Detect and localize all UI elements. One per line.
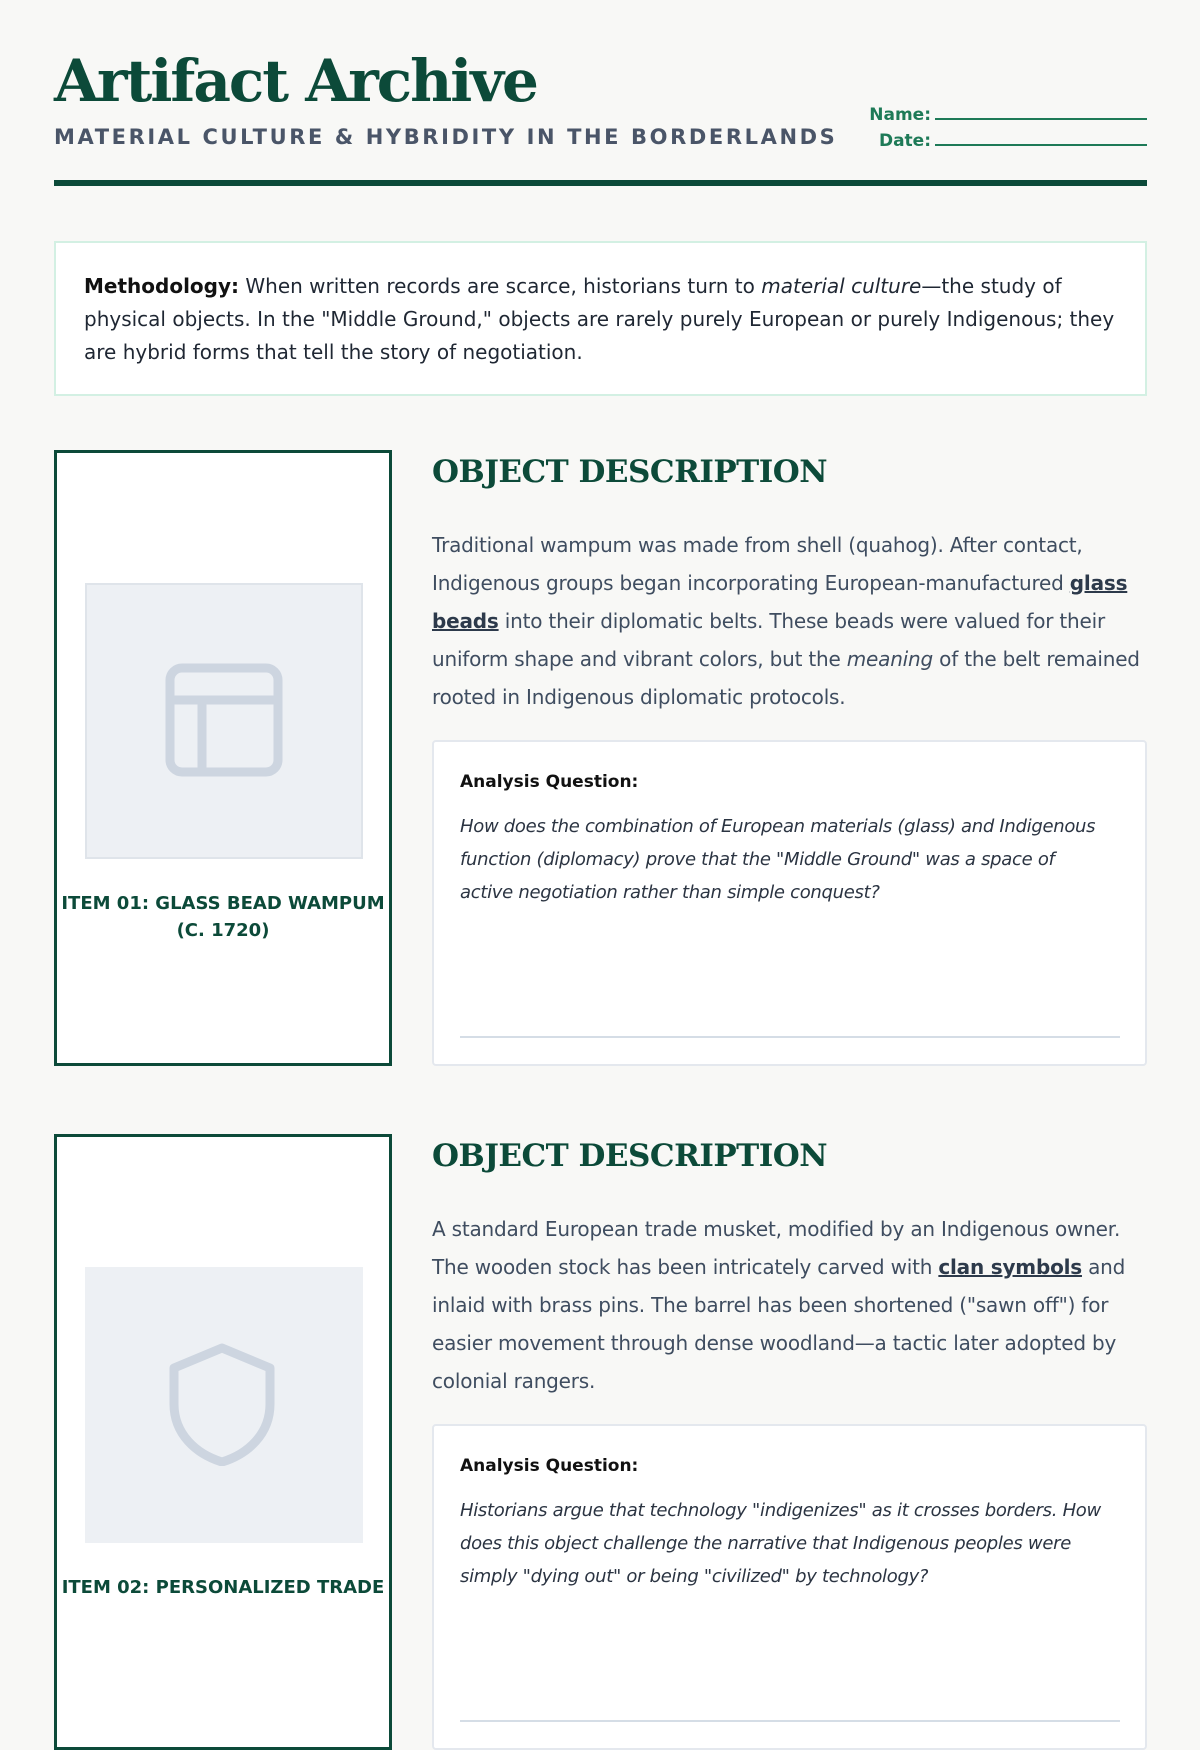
layout-icon — [162, 660, 286, 784]
analysis-question-text: How does the combination of European materials (glass) and Indigenous function (diplomacy) prove that the "Middle Ground" was a space of active negotiation rather than simple conquest? — [460, 816, 1096, 903]
object-description — [432, 526, 1147, 716]
page-title: Artifact Archive — [54, 47, 537, 115]
artifact-card — [54, 450, 392, 1066]
answer-line[interactable] — [460, 1720, 1120, 1722]
description-text: and inlaid with brass pins. The barrel has been shortened ("sawn off") for easier movement through dense woodland—a tactic later adopted by colonial rangers. — [432, 1255, 1126, 1393]
shield-icon — [160, 1342, 284, 1466]
header — [54, 0, 1147, 190]
description-emphasis: meaning — [846, 647, 934, 671]
description-text: into their diplomatic belts. These beads were valued for their uniform shape and vibrant colors, but the — [432, 609, 1106, 671]
artifact-image-placeholder — [85, 583, 363, 859]
date-label: Date: — [878, 131, 931, 151]
analysis-question-box — [432, 1424, 1147, 1750]
methodology-text-2: —the study of physical objects. In the "Middle Ground," objects are rarely purely European or purely Indigenous; they are hybrid forms that tell the story of negotiation. — [84, 274, 1115, 364]
methodology-emphasis: material culture — [761, 274, 922, 298]
item-label: ITEM 01: GLASS BEAD WAMPUM (C. 1720) — [61, 893, 385, 941]
student-info — [869, 102, 1147, 154]
name-row — [869, 102, 1147, 128]
description-text: of the belt remained rooted in Indigenous diplomatic protocols. — [432, 647, 1140, 709]
worksheet-page — [54, 0, 1147, 1598]
methodology-box — [54, 241, 1147, 396]
object-description-heading: OBJECT DESCRIPTION — [432, 1138, 828, 1174]
glass-beads-link[interactable]: glass beads — [432, 571, 1128, 633]
description-text: A standard European trade musket, modified by an Indigenous owner. The wooden stock has been intricately carved with — [432, 1217, 1121, 1279]
date-row — [869, 128, 1147, 154]
date-field[interactable] — [935, 128, 1147, 146]
description-text: Traditional wampum was made from shell (quahog). After contact, Indigenous groups began incorporating European-manufactured — [432, 533, 1083, 595]
name-field[interactable] — [935, 102, 1147, 120]
analysis-question-label: Analysis Question: — [460, 1456, 639, 1476]
header-divider — [54, 180, 1147, 186]
methodology-label: Methodology: — [84, 274, 240, 298]
analysis-question-box — [432, 740, 1147, 1066]
item-label: ITEM 02: PERSONALIZED TRADE — [61, 1577, 385, 1598]
page-subtitle: MATERIAL CULTURE & HYBRIDITY IN THE BORDERLANDS — [54, 125, 838, 149]
answer-line[interactable] — [460, 1036, 1120, 1038]
methodology-text-1: When written records are scarce, historians turn to — [239, 274, 762, 298]
clan-symbols-link[interactable]: clan symbols — [938, 1255, 1082, 1279]
object-description — [432, 1210, 1147, 1400]
analysis-question-label: Analysis Question: — [460, 772, 639, 792]
object-description-heading: OBJECT DESCRIPTION — [432, 454, 828, 490]
analysis-question-text: Historians argue that technology "indigenizes" as it crosses borders. How does this object challenge the narrative that Indigenous peoples were simply "dying out" or being "civilized" by technology? — [460, 1500, 1101, 1587]
name-label: Name: — [869, 105, 931, 125]
artifact-card — [54, 1134, 392, 1750]
artifact-image-placeholder — [85, 1267, 363, 1543]
